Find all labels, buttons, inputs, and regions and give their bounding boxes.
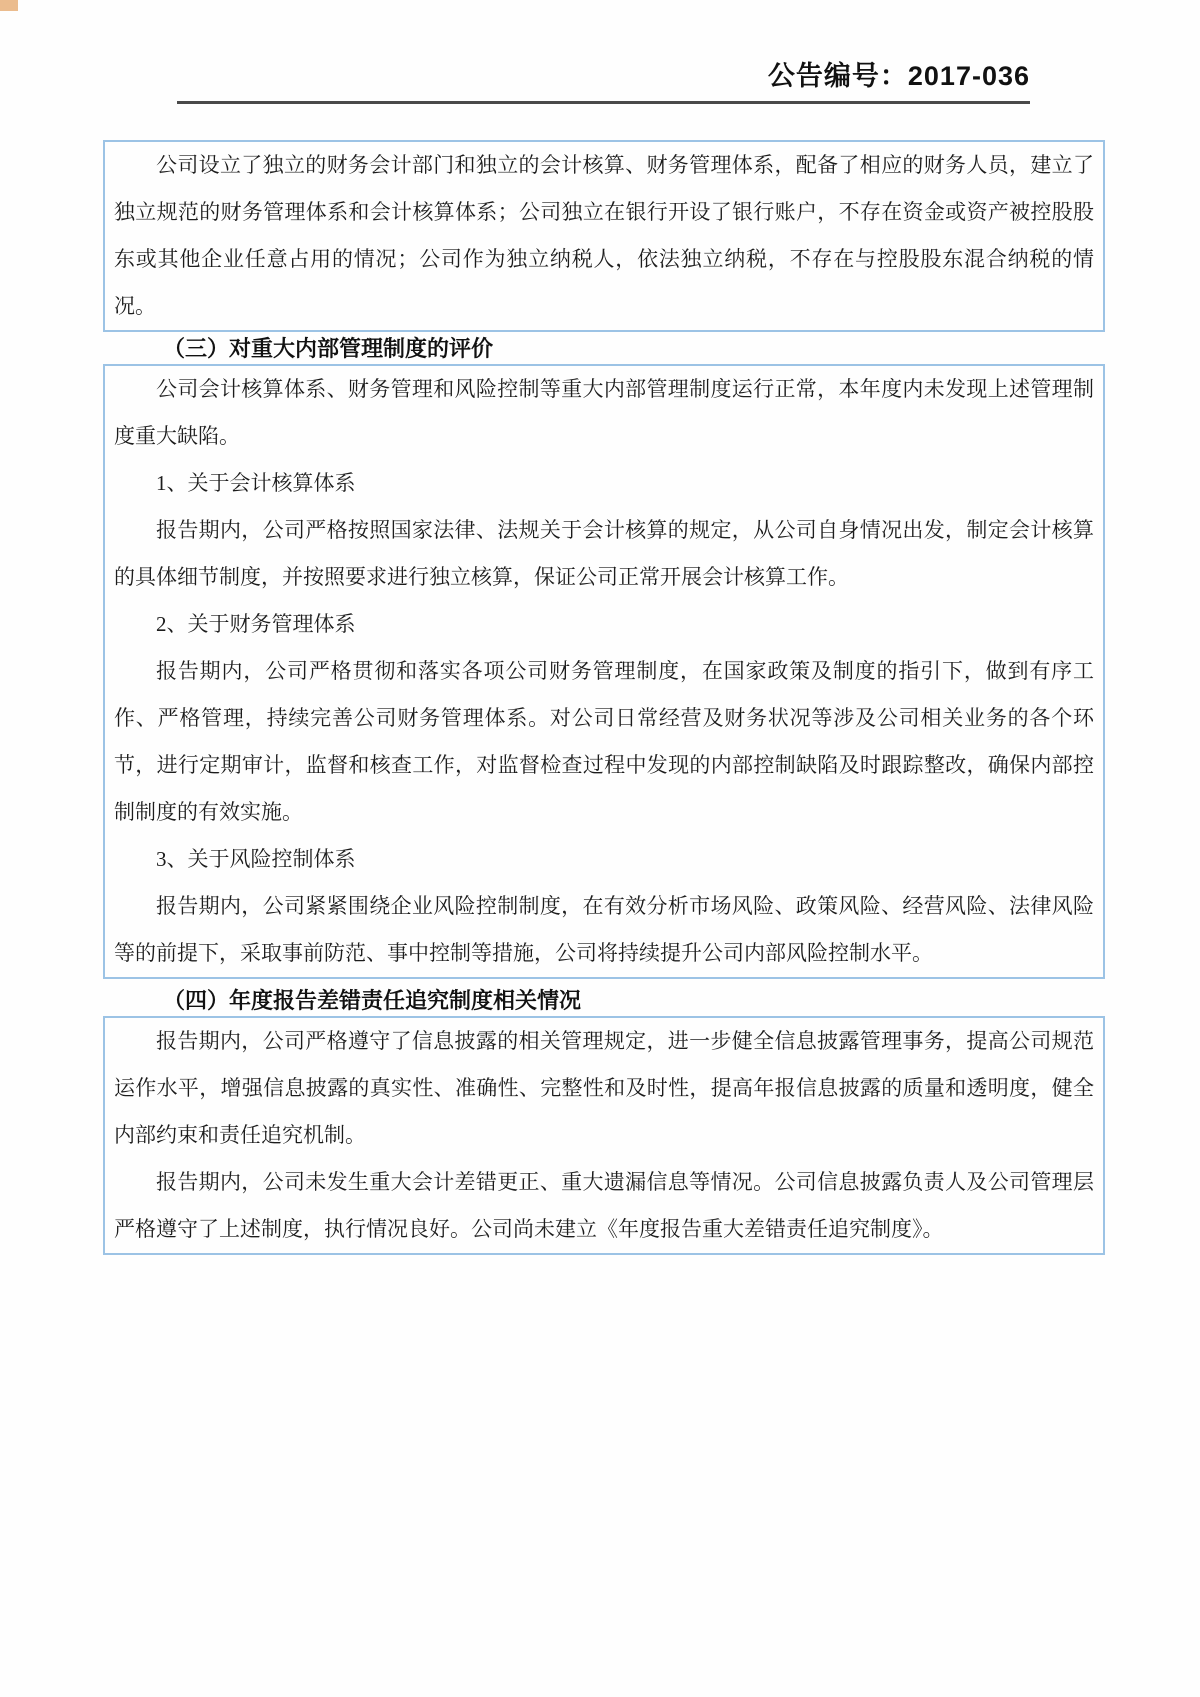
header-rule (177, 101, 1030, 104)
paragraph: 报告期内，公司严格按照国家法律、法规关于会计核算的规定，从公司自身情况出发，制定会计核算的具体细节制度，并按照要求进行独立核算，保证公司正常开展会计核算工作。 (114, 518, 1094, 589)
text-box-internal-management (103, 364, 1105, 979)
paragraph: 报告期内，公司未发生重大会计差错更正、重大遗漏信息等情况。公司信息披露负责人及公司管理层严格遵守了上述制度，执行情况良好。公司尚未建立《年度报告重大差错责任追究制度》。 (114, 1170, 1094, 1241)
paragraph: 公司设立了独立的财务会计部门和独立的会计核算、财务管理体系，配备了相应的财务人员，建立了独立规范的财务管理体系和会计核算体系；公司独立在银行开设了银行账户，不存在资金或资产被控股股东或其他企业任意占用的情况；公司作为独立纳税人，依法独立纳税，不存在与控股股东混合纳税的情况。 (114, 153, 1094, 318)
paragraph: 报告期内，公司严格贯彻和落实各项公司财务管理制度，在国家政策及制度的指引下，做到有序工作、严格管理，持续完善公司财务管理体系。对公司日常经营及财务状况等涉及公司相关业务的各个环节，进行定期审计，监督和核查工作，对监督检查过程中发现的内部控制缺陷及时跟踪整改，确保内部控制制度的有效实施。 (114, 659, 1094, 824)
paragraph: 1、关于会计核算体系 (156, 471, 356, 495)
paragraph: 2、关于财务管理体系 (156, 612, 356, 636)
section-heading-four: （四）年度报告差错责任追究制度相关情况 (163, 988, 582, 1013)
text-box-error-accountability (103, 1016, 1105, 1255)
paragraph: 报告期内，公司紧紧围绕企业风险控制制度，在有效分析市场风险、政策风险、经营风险、法律风险等的前提下，采取事前防范、事中控制等措施，公司将持续提升公司内部风险控制水平。 (114, 894, 1094, 965)
text-box-independence (103, 140, 1105, 332)
scan-corner-artifact (0, 0, 18, 11)
paragraph: 公司会计核算体系、财务管理和风险控制等重大内部管理制度运行正常，本年度内未发现上述管理制度重大缺陷。 (114, 377, 1094, 448)
section-heading-three: （三）对重大内部管理制度的评价 (163, 336, 494, 361)
document-content (103, 140, 1105, 1255)
paragraph: 3、关于风险控制体系 (156, 847, 356, 871)
page-header (177, 60, 1030, 104)
announcement-number: 公告编号：2017-036 (767, 61, 1030, 91)
paragraph: 报告期内，公司严格遵守了信息披露的相关管理规定，进一步健全信息披露管理事务，提高公司规范运作水平，增强信息披露的真实性、准确性、完整性和及时性，提高年报信息披露的质量和透明度，健全内部约束和责任追究机制。 (114, 1029, 1094, 1147)
